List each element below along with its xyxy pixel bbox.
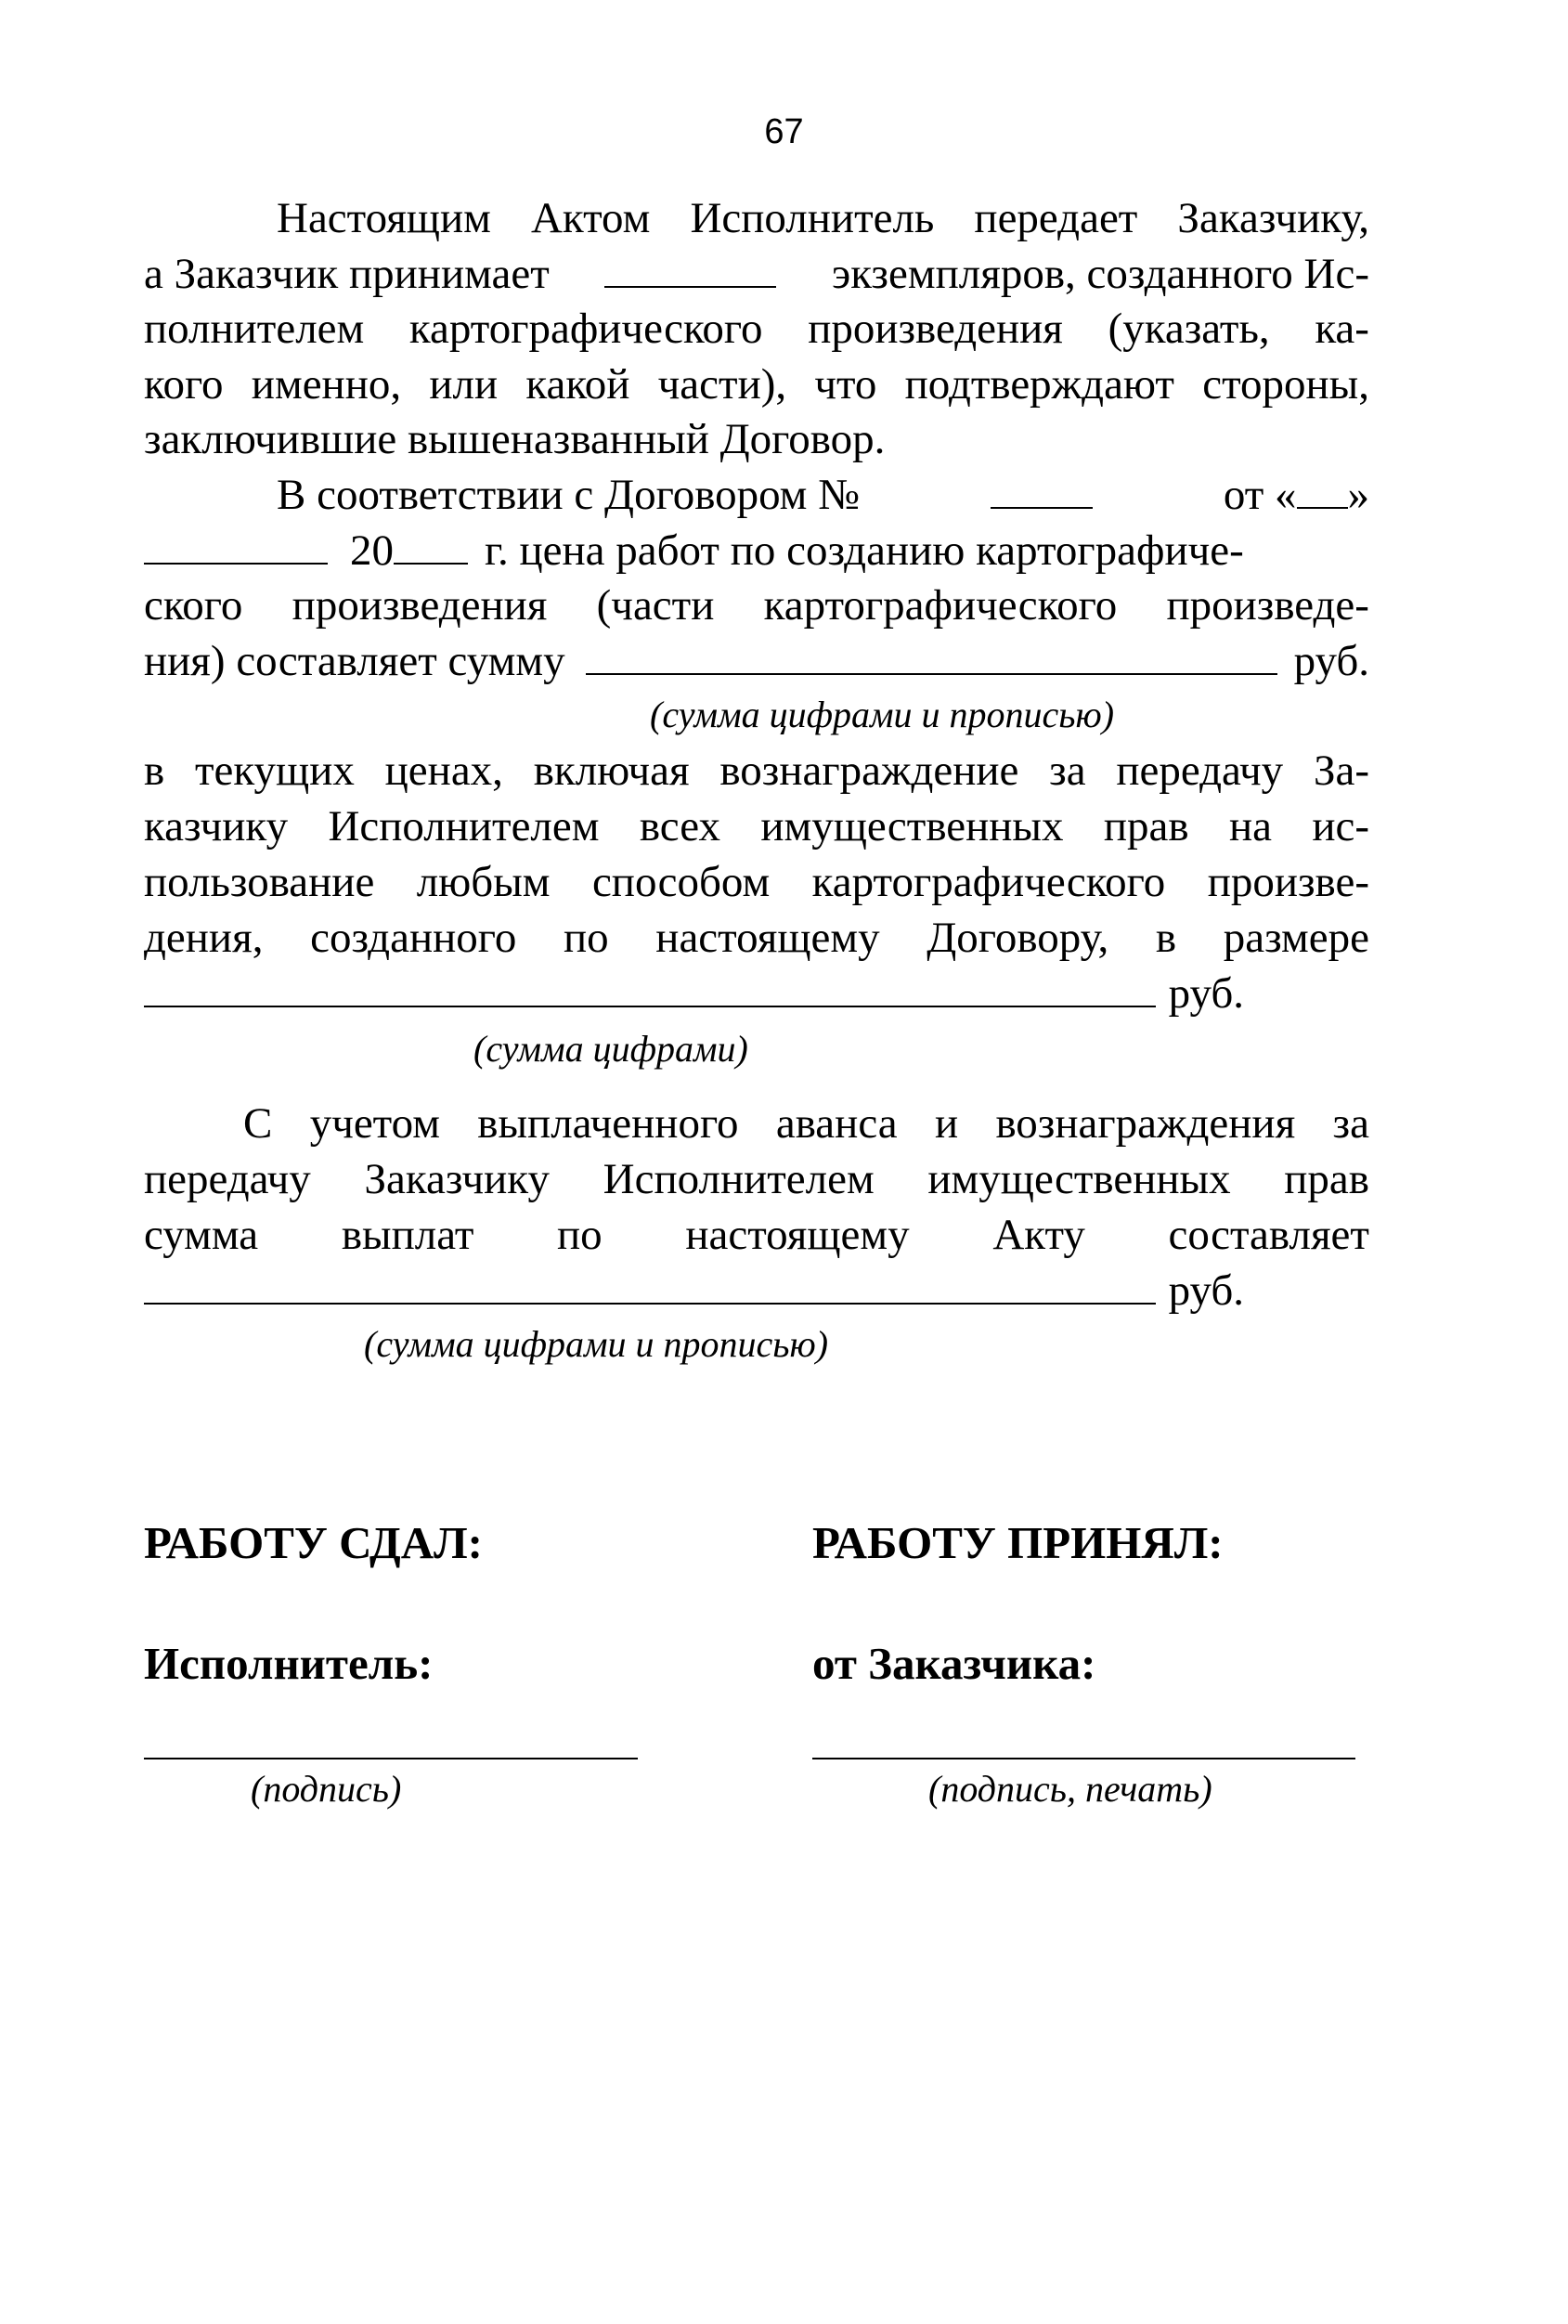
word: произведения xyxy=(292,581,548,630)
word: пользование xyxy=(144,858,375,906)
word: передачу xyxy=(144,1155,311,1203)
paragraph2-line1 xyxy=(277,467,1369,523)
paragraph3-line3 xyxy=(144,1207,1369,1263)
caption-sum-digits-words: (сумма цифрами и прописью) xyxy=(364,1323,829,1365)
word: включая xyxy=(533,747,690,795)
word: ского xyxy=(144,581,243,630)
remuneration-blank xyxy=(144,967,1156,1007)
text-segment: » xyxy=(1347,471,1369,519)
paragraph1-line5 xyxy=(144,411,1369,467)
word: передает xyxy=(974,194,1138,242)
word: текущих xyxy=(194,747,355,795)
word: за xyxy=(1332,1099,1369,1148)
paragraph2-line2 xyxy=(144,523,1369,578)
word: любым xyxy=(416,858,551,906)
text-segment: руб. xyxy=(1293,637,1369,685)
word: стороны, xyxy=(1202,360,1369,409)
word: картографического xyxy=(763,581,1118,630)
word: именно, xyxy=(251,360,402,409)
text-segment: руб. xyxy=(1168,969,1244,1018)
executor-signature-line xyxy=(144,1758,638,1759)
word: картографического xyxy=(408,305,763,353)
word: За- xyxy=(1313,747,1369,795)
word: Акту xyxy=(992,1211,1085,1259)
paragraph2-line8 xyxy=(144,910,1369,966)
paragraph2-line6 xyxy=(144,798,1369,854)
word: вознаграждения xyxy=(995,1099,1296,1148)
paragraph1-line4 xyxy=(144,357,1369,412)
word: сумма xyxy=(144,1211,259,1259)
word: размере xyxy=(1223,914,1369,962)
text-segment: заключившие вышеназванный Договор. xyxy=(144,415,886,463)
paragraph2-line5 xyxy=(144,743,1369,798)
text-segment: экземпляров, созданного Ис- xyxy=(832,250,1369,298)
word: какой xyxy=(525,360,630,409)
word: Исполнителем xyxy=(328,802,600,850)
word: учетом xyxy=(309,1099,440,1148)
paragraph3-line1 xyxy=(243,1096,1369,1151)
executor-label: Исполнитель: xyxy=(144,1638,434,1689)
word: созданного xyxy=(310,914,517,962)
word: кого xyxy=(144,360,224,409)
word: Исполнителем xyxy=(603,1155,875,1203)
word: подтверждают xyxy=(904,360,1174,409)
word: Настоящим xyxy=(277,194,491,242)
word: (части xyxy=(596,581,715,630)
word: передачу xyxy=(1116,747,1284,795)
word: произведения xyxy=(808,305,1063,353)
date-year-blank xyxy=(394,524,468,565)
paragraph2-line3 xyxy=(144,578,1369,633)
word: казчику xyxy=(144,802,289,850)
payment-total-blank xyxy=(144,1264,1156,1305)
word: или xyxy=(429,360,499,409)
caption-sum-digits: (сумма цифрами) xyxy=(473,1028,748,1070)
word: Актом xyxy=(530,194,651,242)
word: настоящему xyxy=(655,914,880,962)
amount-blank xyxy=(586,634,1277,675)
word: Заказчику xyxy=(364,1155,550,1203)
text-segment: руб. xyxy=(1168,1266,1244,1315)
executor-signature-caption: (подпись) xyxy=(251,1768,402,1810)
paragraph2-line7 xyxy=(144,854,1369,910)
paragraph2-line4 xyxy=(144,633,1369,689)
date-day-blank xyxy=(1297,468,1348,509)
word: по xyxy=(564,914,609,962)
word: за xyxy=(1049,747,1086,795)
text-segment: г. цена работ по созданию картографиче- xyxy=(485,526,1244,575)
paragraph1-line3 xyxy=(144,301,1369,357)
word: на xyxy=(1228,802,1272,850)
word: способом xyxy=(591,858,771,906)
word: в xyxy=(144,747,165,795)
word: настоящему xyxy=(685,1211,910,1259)
word: прав xyxy=(1103,802,1189,850)
word: что xyxy=(814,360,877,409)
word: ис- xyxy=(1312,802,1369,850)
word: (указать, xyxy=(1108,305,1270,353)
paragraph3-line4 xyxy=(144,1263,1369,1318)
word: имущественных xyxy=(760,802,1064,850)
customer-signature-line xyxy=(812,1758,1355,1759)
text-segment: 20 xyxy=(350,526,394,575)
customer-label: от Заказчика: xyxy=(812,1638,1096,1689)
word: произведе- xyxy=(1166,581,1369,630)
word: и xyxy=(934,1099,959,1148)
date-day-group xyxy=(1224,467,1369,523)
word: по xyxy=(557,1211,603,1259)
paragraph2-line9 xyxy=(144,966,1369,1021)
date-month-blank xyxy=(144,524,328,565)
word: ценах, xyxy=(384,747,503,795)
text-segment: от « xyxy=(1223,471,1297,519)
paragraph1-line1 xyxy=(277,190,1369,246)
word: в xyxy=(1155,914,1177,962)
word: дения, xyxy=(144,914,264,962)
word: картографического xyxy=(811,858,1166,906)
text-segment: ния) составляет сумму xyxy=(144,637,565,685)
work-handed-over-heading: РАБОТУ СДАЛ: xyxy=(144,1517,483,1568)
caption-sum-digits-words: (сумма цифрами и прописью) xyxy=(650,694,1115,735)
text-segment: В соответствии с Договором № xyxy=(277,471,861,519)
word: составляет xyxy=(1168,1211,1369,1259)
word: прав xyxy=(1284,1155,1369,1203)
word: ка- xyxy=(1315,305,1369,353)
word: аванса xyxy=(775,1099,898,1148)
word: Договору, xyxy=(927,914,1109,962)
work-accepted-heading: РАБОТУ ПРИНЯЛ: xyxy=(812,1517,1224,1568)
customer-signature-caption: (подпись, печать) xyxy=(928,1768,1212,1810)
contract-number-blank xyxy=(991,468,1093,509)
word: Заказчику, xyxy=(1177,194,1369,242)
word: Исполнитель xyxy=(690,194,935,242)
word: выплат xyxy=(341,1211,474,1259)
word: имущественных xyxy=(927,1155,1231,1203)
page-number: 67 xyxy=(764,112,804,151)
word: всех xyxy=(639,802,720,850)
paragraph3-line2 xyxy=(144,1151,1369,1207)
word: выплаченного xyxy=(477,1099,739,1148)
copies-count-blank xyxy=(604,247,776,288)
text-segment: а Заказчик принимает xyxy=(144,250,550,298)
word: С xyxy=(243,1099,273,1148)
word: произве- xyxy=(1207,858,1369,906)
word: части), xyxy=(657,360,787,409)
paragraph1-line2 xyxy=(144,246,1369,302)
word: вознаграждение xyxy=(719,747,1019,795)
word: полнителем xyxy=(144,305,365,353)
